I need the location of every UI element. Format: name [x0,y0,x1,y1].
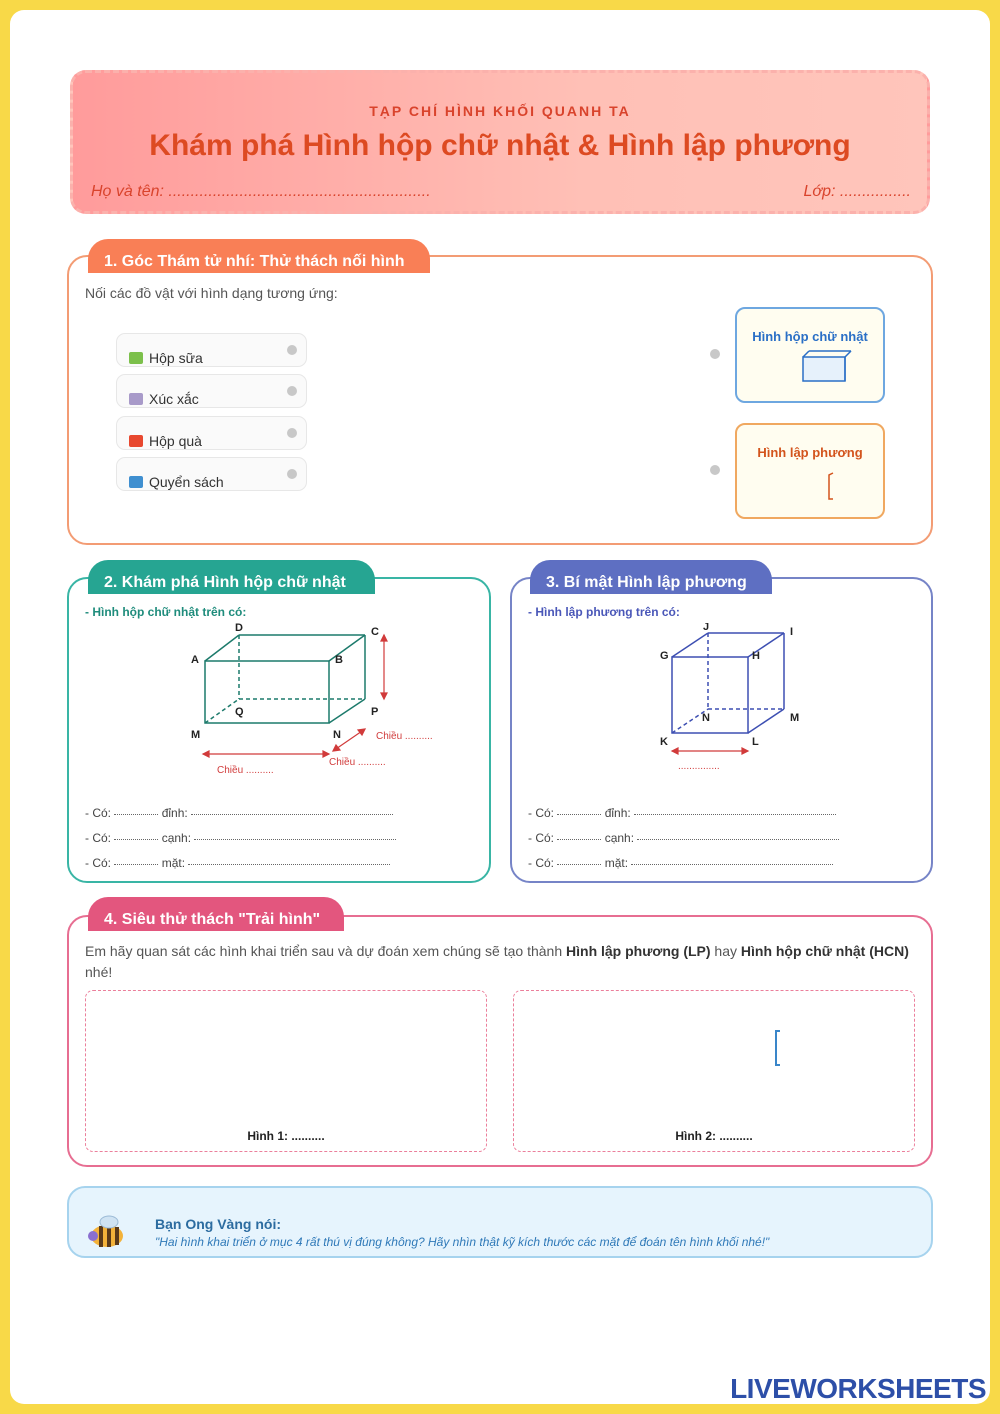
nets-instruction [85,941,915,983]
tab-section-4: 4. Siêu thử thách "Trải hình" [88,897,344,931]
instruction-bold-cuboid: Hình hộp chữ nhật (HCN) [740,943,909,959]
tab-section-1: 1. Góc Thám tử nhí: Thử thách nối hình [88,239,430,273]
match-dot-left[interactable] [287,345,297,355]
vertex-label: Q [235,706,244,718]
instruction-bold-cube: Hình lập phương (LP) [566,943,711,959]
answer-blank[interactable] [557,839,601,840]
book-icon [129,476,143,488]
vertex-label: B [335,654,343,666]
class-field-label: Lớp: ................ [803,183,911,200]
tab-section-2: 2. Khám phá Hình hộp chữ nhật [88,560,375,594]
net-fragment-icon [772,1027,788,1069]
row-word: cạnh: [604,831,635,845]
edge-length-label: ............... [678,761,720,772]
answer-blank[interactable] [637,839,839,840]
section-cuboid [67,577,491,883]
face-count-row [85,856,390,870]
match-dot-right[interactable] [710,465,720,475]
instruction-text: Em hãy quan sát các hình khai triển sau và dự đoán xem chúng sẽ tạo thành [85,943,567,959]
target-rectangular-box[interactable] [735,307,885,403]
target-label: Hình lập phương [757,445,863,460]
vertex-label: J [703,623,710,633]
row-prefix: - Có: [528,856,555,870]
height-label: Chiều .......... [376,731,433,742]
row-word: đỉnh: [161,806,188,820]
row-prefix: - Có: [85,806,112,820]
row-prefix: - Có: [85,856,112,870]
dice-icon [129,393,143,405]
answer-blank[interactable] [114,814,158,815]
bee-tip-box [67,1186,933,1258]
vertex-label: D [235,623,243,634]
vertex-label: N [702,712,710,724]
worksheet-page [10,10,990,1404]
vertex-count-row [85,806,393,820]
section-cube [510,577,933,883]
vertex-label: H [752,650,760,662]
match-item-label: Hộp quà [149,433,202,449]
edge-count-row [528,831,839,845]
match-dot-left[interactable] [287,386,297,396]
cuboid-diagram [187,623,447,773]
vertex-label: P [371,706,379,718]
target-label: Hình hộp chữ nhật [752,329,868,344]
instruction-text: nhé! [85,964,113,980]
answer-blank[interactable] [634,814,836,815]
name-field-label: Họ và tên: ........................................................... [91,183,431,200]
answer-blank[interactable] [194,839,396,840]
vertex-label: C [371,626,379,638]
net-figure-1[interactable] [85,990,487,1152]
page-title: Khám phá Hình hộp chữ nhật & Hình lập phương [149,129,851,162]
bee-title: Bạn Ong Vàng nói: [155,1216,281,1232]
row-word: mặt: [604,856,629,870]
row-prefix: - Có: [528,806,555,820]
answer-blank[interactable] [114,839,158,840]
vertex-label: K [660,736,668,748]
match-item-label: Hộp sữa [149,350,203,366]
cube-icon [825,469,845,503]
width-label: Chiều .......... [329,757,386,768]
answer-blank[interactable] [631,864,833,865]
match-item-gift-box[interactable] [116,416,307,450]
cube-diagram [652,623,812,773]
instruction-text: hay [710,943,741,959]
tab-section-3: 3. Bí mật Hình lập phương [530,560,772,594]
match-dot-left[interactable] [287,469,297,479]
cuboid-icon [797,349,857,389]
row-word: cạnh: [161,831,192,845]
vertex-label: N [333,729,341,741]
answer-blank[interactable] [191,814,393,815]
gift-icon [129,435,143,447]
answer-blank[interactable] [557,864,601,865]
vertex-label: M [191,729,201,741]
answer-blank[interactable] [114,864,158,865]
vertex-count-row [528,806,836,820]
matching-instruction: Nối các đồ vật với hình dạng tương ứng: [85,285,338,301]
header-banner [70,70,930,214]
answer-blank[interactable] [557,814,601,815]
match-dot-left[interactable] [287,428,297,438]
section-nets [67,915,933,1167]
vertex-label: A [191,654,199,666]
length-label: Chiều .......... [217,765,274,773]
row-word: đỉnh: [604,806,631,820]
row-prefix: - Có: [85,831,112,845]
target-cube[interactable] [735,423,885,519]
match-item-label: Xúc xắc [149,391,199,407]
match-item-label: Quyển sách [149,474,224,490]
liveworksheets-logo[interactable]: LIVEWORKSHEETS [730,1373,986,1404]
magazine-subtitle: TẠP CHÍ HÌNH KHỐI QUANH TA [369,103,631,119]
cube-intro: - Hình lập phương trên có: [528,605,680,619]
vertex-label: L [752,736,759,748]
edge-count-row [85,831,396,845]
match-item-book[interactable] [116,457,307,491]
vertex-label: M [790,712,800,724]
net-caption: Hình 2: .......... [675,1129,753,1143]
cuboid-intro: - Hình hộp chữ nhật trên có: [85,605,247,619]
row-prefix: - Có: [528,831,555,845]
row-word: mặt: [161,856,186,870]
face-count-row [528,856,833,870]
match-dot-right[interactable] [710,349,720,359]
answer-blank[interactable] [188,864,390,865]
vertex-label: I [790,626,794,638]
bee-icon [85,1214,129,1252]
match-item-milk-box[interactable] [116,333,307,367]
bee-quote: "Hai hình khai triển ở mục 4 rất thú vị đúng không? Hãy nhìn thật kỹ kích thước các mặt để đoán tên hình khối nhé!" [155,1235,770,1249]
vertex-label: G [660,650,669,662]
section-matching [67,255,933,545]
match-item-dice[interactable] [116,374,307,408]
net-caption: Hình 1: .......... [247,1129,325,1143]
net-figure-2[interactable] [513,990,915,1152]
milk-box-icon [129,352,143,364]
